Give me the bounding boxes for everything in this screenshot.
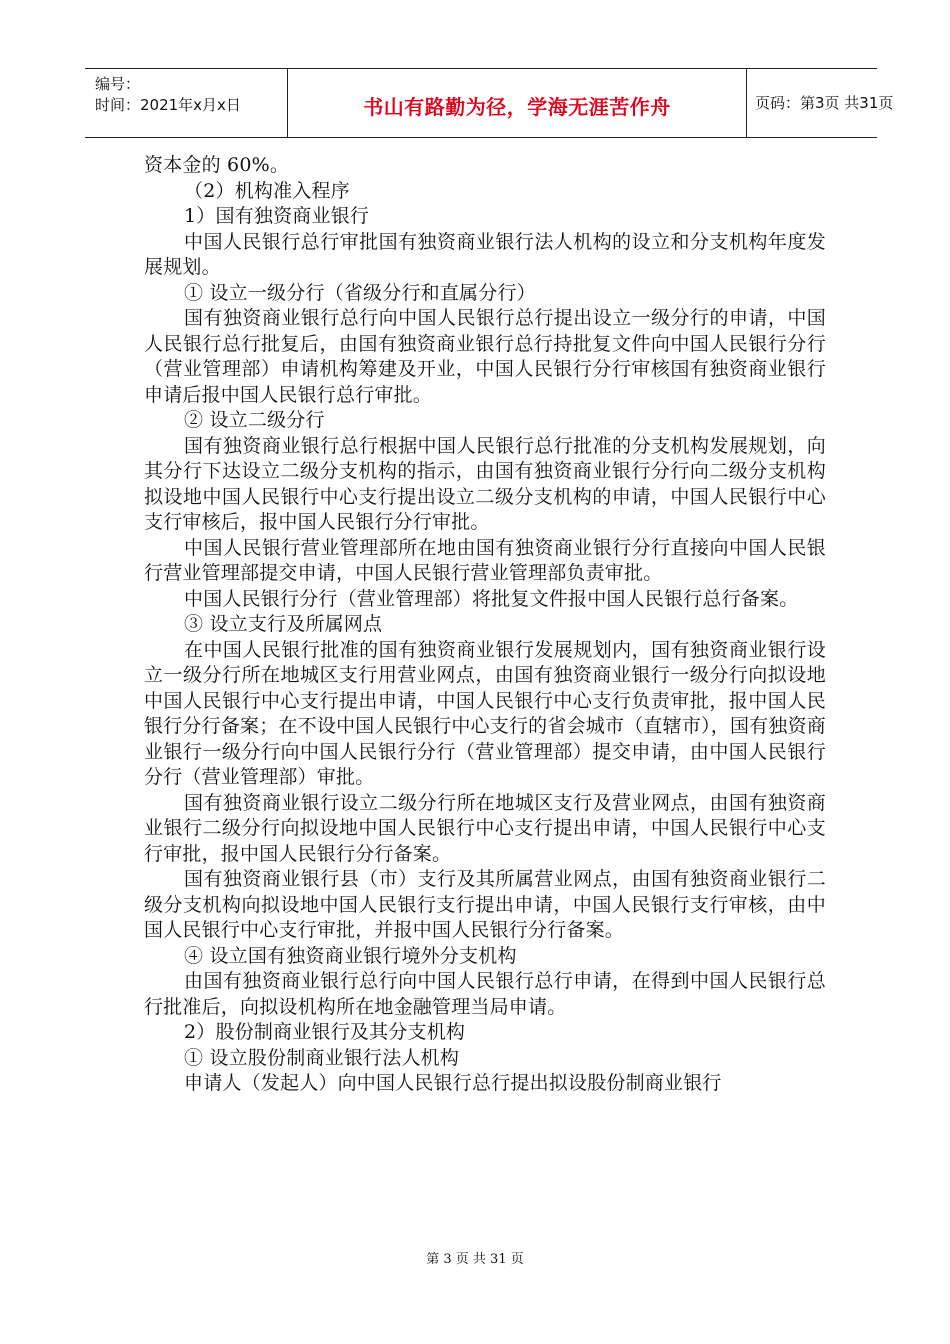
paragraph: 国有独资商业银行县（市）支行及其所属营业网点，由国有独资商业银行二级分支机构向拟设地中国人民银行支行提出申请，中国人民银行支行审核，由中国人民银行中心支行审批，并报中国人民银行分行备案。 (144, 868, 826, 941)
paragraph: 申请人（发起人）向中国人民银行总行提出拟设股份制商业银行 (184, 1072, 722, 1094)
paragraph: 资本金的 60%。 (144, 154, 290, 176)
item-heading: ④ 设立国有独资商业银行境外分支机构 (184, 944, 517, 967)
paragraph: 中国人民银行总行审批国有独资商业银行法人机构的设立和分支机构年度发展规划。 (144, 230, 826, 278)
document-code-label: 编号： (95, 75, 141, 93)
document-body (144, 153, 826, 1097)
paragraph: 在中国人民银行批准的国有独资商业银行发展规划内，国有独资商业银行设立一级分行所在地城区支行用营业网点，由国有独资商业银行一级分行向拟设地中国人民银行中心支行提出申请，中国人民银行中心支行负责审批，报中国人民银行分行备案；在不设中国人民银行中心支行的省会城市（直辖市），国有独资商业银行一级分行向中国人民银行分行（营业管理部）提交申请，由中国人民银行分行（营业管理部）审批。 (144, 638, 826, 788)
header-motto-cell (287, 69, 747, 137)
page-footer: 第 3 页 共 31 页 (426, 1252, 524, 1267)
item-heading: ③ 设立支行及所属网点 (184, 613, 383, 635)
header-motto: 书山有路勤为径，学海无涯苦作舟 (363, 95, 671, 119)
subsection-heading: 1）国有独资商业银行 (184, 205, 370, 227)
header-page-number: 页码：第3页 共31页 (755, 94, 894, 112)
paragraph: 中国人民银行分行（营业管理部）将批复文件报中国人民银行总行备案。 (184, 587, 799, 610)
item-heading: ② 设立二级分行 (184, 409, 325, 431)
paragraph: 由国有独资商业银行总行向中国人民银行总行申请，在得到中国人民银行总行批准后，向拟设机构所在地金融管理当局申请。 (144, 970, 826, 1018)
paragraph: 中国人民银行营业管理部所在地由国有独资商业银行分行直接向中国人民银行营业管理部提交申请，中国人民银行营业管理部负责审批。 (144, 536, 826, 584)
section-heading: （2）机构准入程序 (184, 179, 350, 202)
paragraph: 国有独资商业银行总行根据中国人民银行总行批准的分支机构发展规划，向其分行下达设立二级分支机构的指示，由国有独资商业银行分行向二级分支机构拟设地中国人民银行中心支行提出设立二级分支机构的申请，中国人民银行中心支行审核后，报中国人民银行分行审批。 (144, 434, 826, 533)
header-meta-cell (85, 69, 287, 137)
page-header (85, 68, 894, 138)
item-heading: ① 设立一级分行（省级分行和直属分行） (184, 281, 536, 304)
item-heading: ① 设立股份制商业银行法人机构 (184, 1046, 460, 1069)
paragraph: 国有独资商业银行总行向中国人民银行总行提出设立一级分行的申请，中国人民银行总行批复后，由国有独资商业银行总行持批复文件向中国人民银行分行（营业管理部）申请机构筹建及开业，中国人民银行分行审核国有独资商业银行申请后报中国人民银行总行审批。 (144, 307, 826, 406)
document-time-label: 时间：2021年x月x日 (95, 96, 241, 114)
paragraph: 国有独资商业银行设立二级分行所在地城区支行及营业网点，由国有独资商业银行二级分行向拟设地中国人民银行中心支行提出申请，中国人民银行中心支行审批，报中国人民银行分行备案。 (144, 791, 826, 865)
subsection-heading: 2）股份制商业银行及其分支机构 (184, 1021, 466, 1043)
header-page-cell (747, 69, 894, 137)
